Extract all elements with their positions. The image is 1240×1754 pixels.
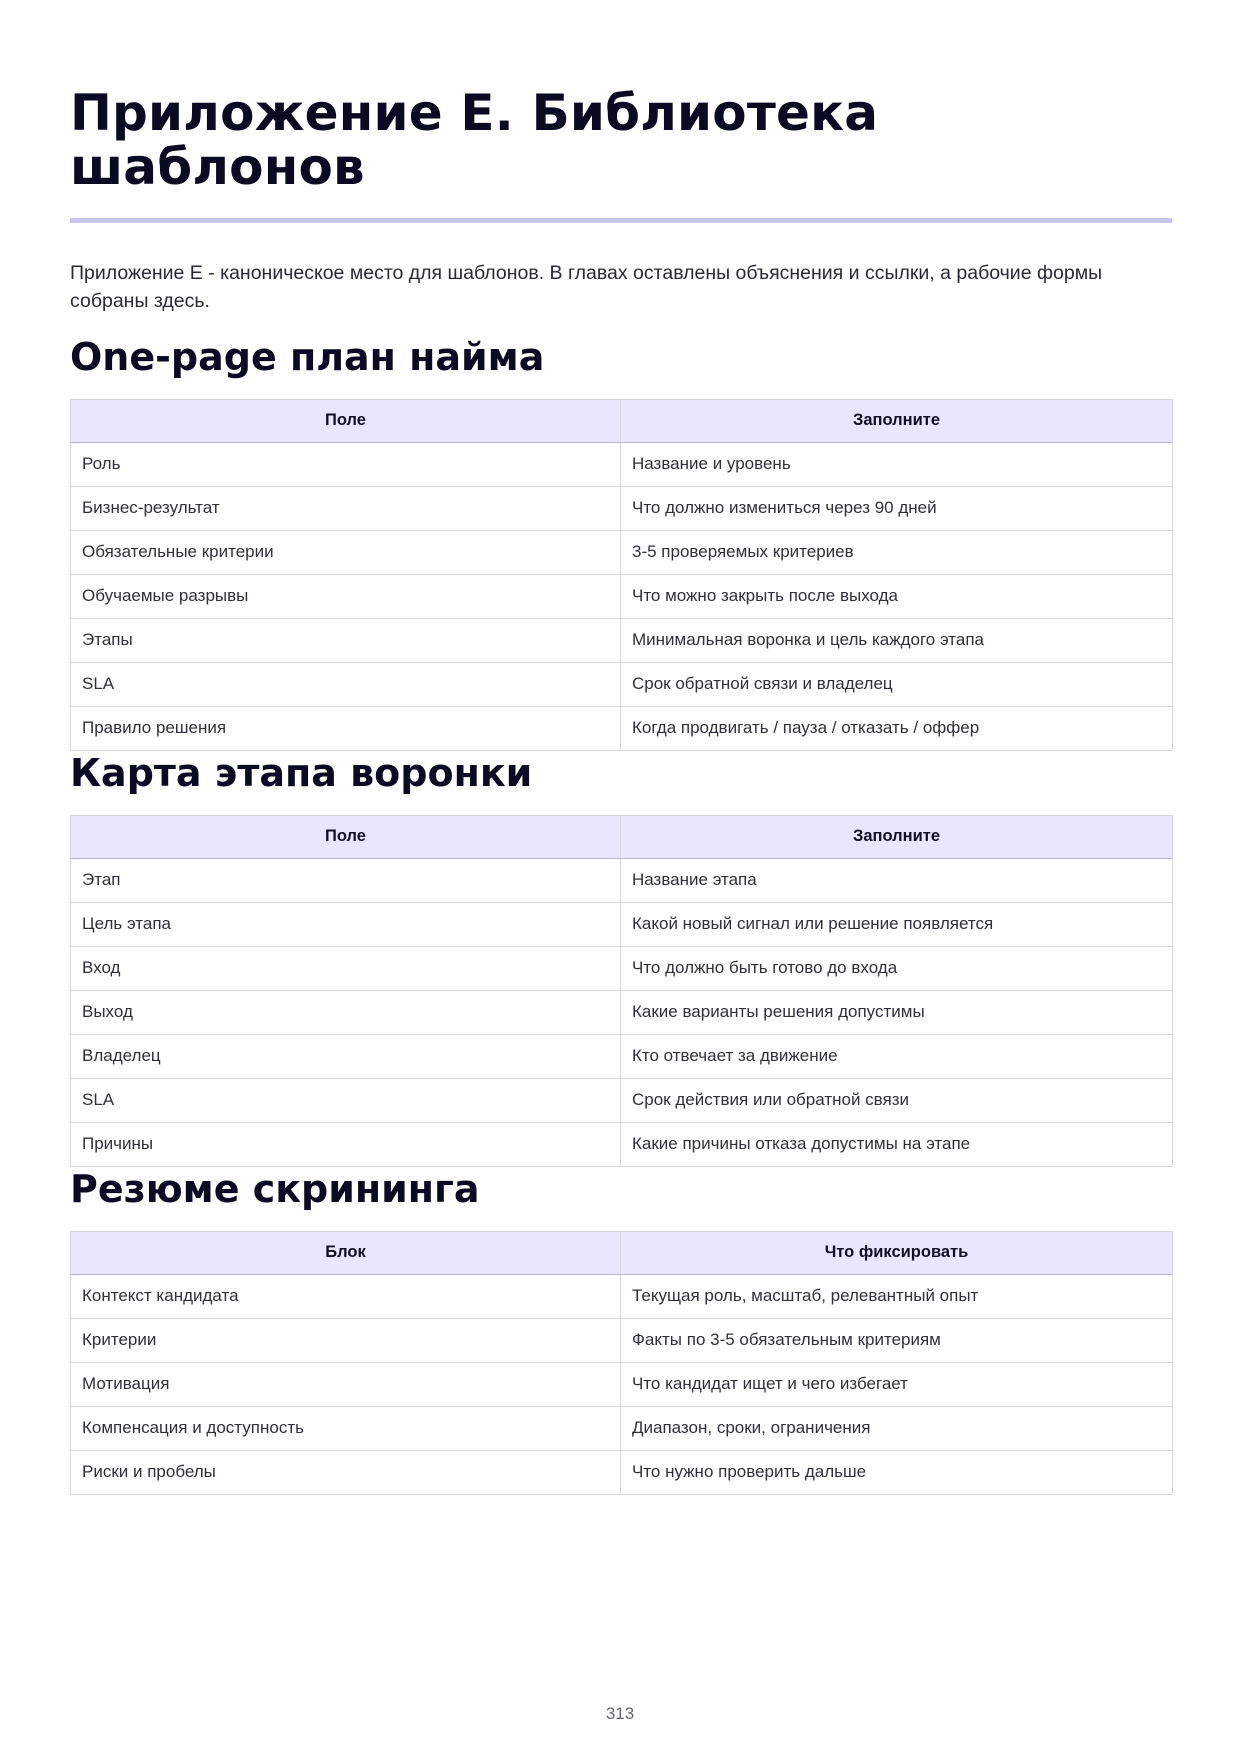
column-header: Поле xyxy=(71,399,621,442)
field-cell: Критерии xyxy=(71,1318,621,1362)
field-cell: Причины xyxy=(71,1122,621,1166)
field-cell: Компенсация и доступность xyxy=(71,1406,621,1450)
page-title: Приложение E. Библиотека шаблонов xyxy=(70,84,879,196)
field-cell: Владелец xyxy=(71,1034,621,1078)
value-cell: Что должно быть готово до входа xyxy=(621,946,1173,990)
table-row xyxy=(71,706,1173,750)
field-cell: Риски и пробелы xyxy=(71,1450,621,1494)
value-cell: Минимальная воронка и цель каждого этапа xyxy=(621,618,1173,662)
table-header-row xyxy=(71,815,1173,858)
field-cell: Обучаемые разрывы xyxy=(71,574,621,618)
column-header: Поле xyxy=(71,815,621,858)
field-cell: Обязательные критерии xyxy=(71,530,621,574)
intro-paragraph: Приложение E - каноническое место для шаблонов. В главах оставлены объяснения и ссылки, а рабочие формы собраны здесь. xyxy=(70,262,1103,312)
table-row xyxy=(71,1362,1173,1406)
value-cell: Какие причины отказа допустимы на этапе xyxy=(621,1122,1173,1166)
table-row xyxy=(71,990,1173,1034)
value-cell: Срок обратной связи и владелец xyxy=(621,662,1173,706)
column-header: Заполните xyxy=(621,399,1173,442)
screening-summary-table xyxy=(70,1231,1173,1495)
value-cell: Что должно измениться через 90 дней xyxy=(621,486,1173,530)
field-cell: SLA xyxy=(71,1078,621,1122)
field-cell: Вход xyxy=(71,946,621,990)
field-cell: Бизнес-результат xyxy=(71,486,621,530)
value-cell: Что нужно проверить дальше xyxy=(621,1450,1173,1494)
value-cell: Факты по 3-5 обязательным критериям xyxy=(621,1318,1173,1362)
value-cell: Когда продвигать / пауза / отказать / оффер xyxy=(621,706,1173,750)
field-cell: Мотивация xyxy=(71,1362,621,1406)
section-heading-hiring-plan: One-page план найма xyxy=(70,334,545,379)
value-cell: Название и уровень xyxy=(621,442,1173,486)
field-cell: Этапы xyxy=(71,618,621,662)
table-row xyxy=(71,1406,1173,1450)
title-divider xyxy=(70,218,1172,223)
value-cell: Что кандидат ищет и чего избегает xyxy=(621,1362,1173,1406)
table-row xyxy=(71,1122,1173,1166)
funnel-stage-table xyxy=(70,815,1173,1167)
table-header-row xyxy=(71,1231,1173,1274)
value-cell: Какой новый сигнал или решение появляется xyxy=(621,902,1173,946)
value-cell: Диапазон, сроки, ограничения xyxy=(621,1406,1173,1450)
table-row xyxy=(71,1274,1173,1318)
value-cell: Срок действия или обратной связи xyxy=(621,1078,1173,1122)
field-cell: Цель этапа xyxy=(71,902,621,946)
column-header: Заполните xyxy=(621,815,1173,858)
field-cell: Этап xyxy=(71,858,621,902)
field-cell: Правило решения xyxy=(71,706,621,750)
field-cell: Контекст кандидата xyxy=(71,1274,621,1318)
table-row xyxy=(71,618,1173,662)
table-row xyxy=(71,530,1173,574)
hiring-plan-table xyxy=(70,399,1173,751)
field-cell: Выход xyxy=(71,990,621,1034)
table-row xyxy=(71,1450,1173,1494)
value-cell: Название этапа xyxy=(621,858,1173,902)
column-header: Что фиксировать xyxy=(621,1231,1173,1274)
table-row xyxy=(71,1078,1173,1122)
section-heading-funnel-stage: Карта этапа воронки xyxy=(70,750,533,795)
page-number: 313 xyxy=(605,1704,635,1723)
value-cell: Текущая роль, масштаб, релевантный опыт xyxy=(621,1274,1173,1318)
table-row xyxy=(71,662,1173,706)
table-row xyxy=(71,902,1173,946)
table-row xyxy=(71,946,1173,990)
value-cell: Кто отвечает за движение xyxy=(621,1034,1173,1078)
field-cell: SLA xyxy=(71,662,621,706)
table-row xyxy=(71,1034,1173,1078)
table-row xyxy=(71,442,1173,486)
value-cell: Что можно закрыть после выхода xyxy=(621,574,1173,618)
column-header: Блок xyxy=(71,1231,621,1274)
section-heading-screening-summary: Резюме скрининга xyxy=(70,1166,480,1211)
table-row xyxy=(71,486,1173,530)
table-header-row xyxy=(71,399,1173,442)
value-cell: Какие варианты решения допустимы xyxy=(621,990,1173,1034)
table-row xyxy=(71,1318,1173,1362)
value-cell: 3-5 проверяемых критериев xyxy=(621,530,1173,574)
table-row xyxy=(71,574,1173,618)
table-row xyxy=(71,858,1173,902)
document-page xyxy=(70,0,1172,1495)
field-cell: Роль xyxy=(71,442,621,486)
